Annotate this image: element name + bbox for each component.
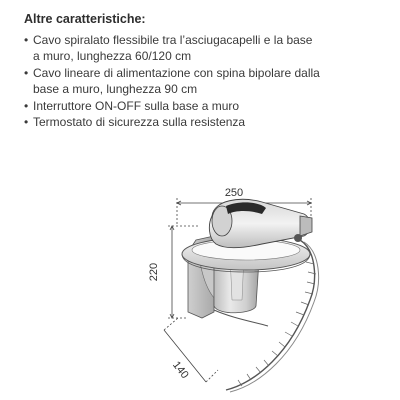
bullet-icon: • xyxy=(24,33,29,47)
dimension-depth-label: 140 xyxy=(169,359,191,382)
spec-item-line: Cavo lineare di alimentazione con spina bipolare dalla xyxy=(33,65,320,80)
hair-dryer xyxy=(209,199,312,247)
spec-item-line: Cavo spiralato flessibile tra l’asciugacapelli e la base xyxy=(33,33,313,47)
dimension-height-label: 220 xyxy=(148,262,160,282)
bullet-icon: • xyxy=(24,98,29,113)
spec-item-line: Termostato di sicurezza sulla resistenza xyxy=(33,115,246,130)
specs-heading: Altre caratteristiche: xyxy=(24,12,146,26)
spec-item-line: base a muro, lunghezza 90 cm xyxy=(33,82,198,97)
spec-item-line: Interruttore ON-OFF sulla base a muro xyxy=(33,98,240,113)
bullet-icon: • xyxy=(24,115,29,130)
spec-item-line: a muro, lunghezza 60/120 cm xyxy=(33,49,192,64)
dimension-width-label: 250 xyxy=(224,187,244,199)
bullet-icon: • xyxy=(24,65,29,80)
